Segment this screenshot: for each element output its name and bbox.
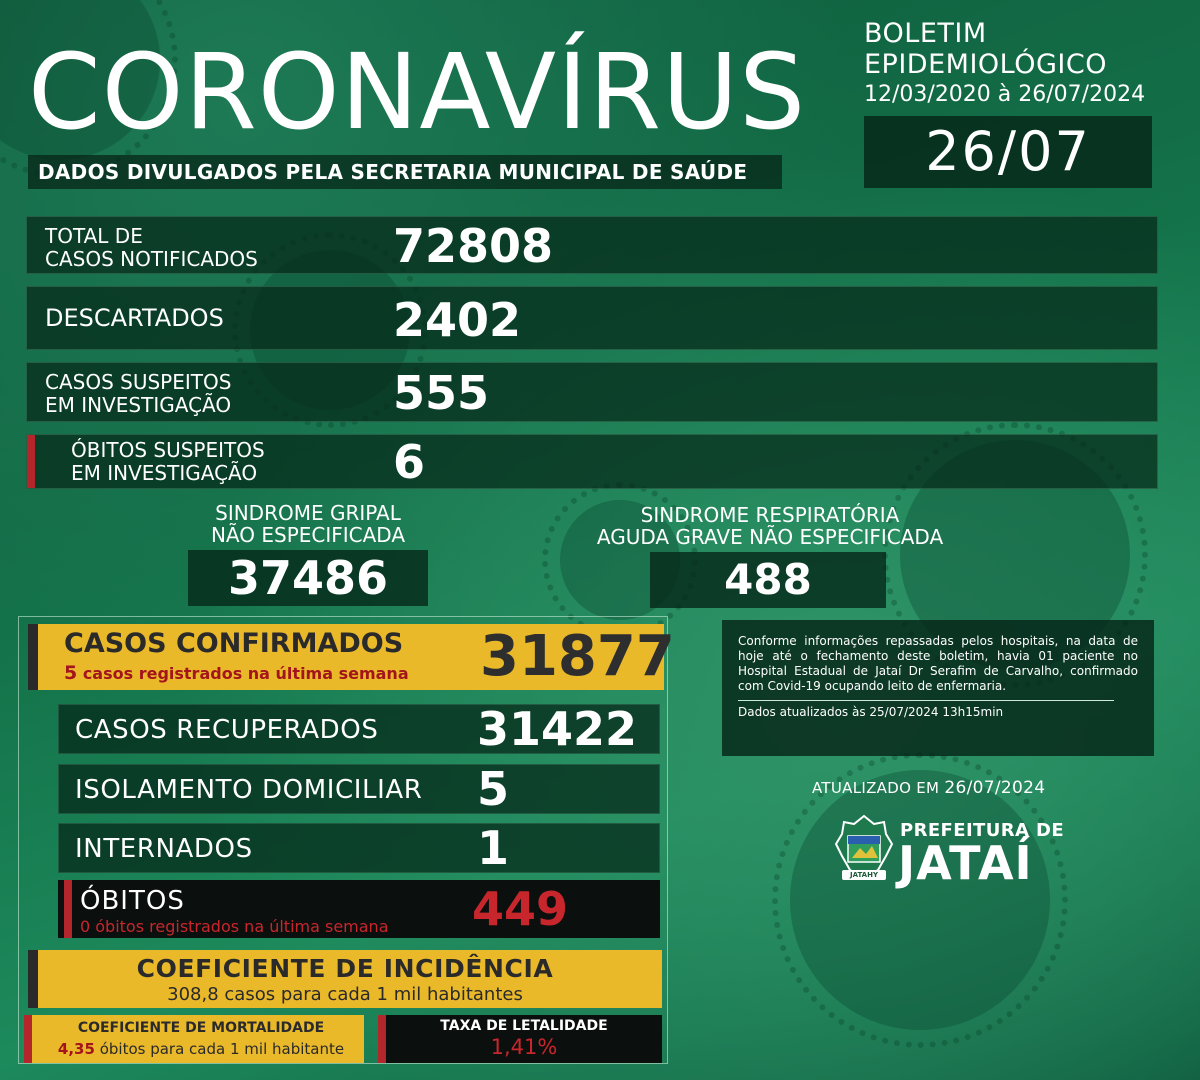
incidence-label: COEFICIENTE DE INCIDÊNCIA	[136, 954, 554, 983]
summary-value: 555	[393, 366, 490, 420]
deaths-label: ÓBITOS	[80, 886, 185, 916]
flu-syndrome-value: 37486	[188, 550, 428, 606]
data-updated-note: Dados atualizados às 25/07/2024 13h15min	[738, 705, 1004, 719]
hospital-info-text: Conforme informações repassadas pelos hospitais, na data de hoje até o fechamento deste boletim, havia 01 paciente no Hospital Estadual de Jataí Dr Serafim de Carvalho, confirmado com Covid-19 ocupando leito de enfermaria.	[738, 634, 1138, 693]
alert-marker	[64, 880, 72, 938]
page-title: CORONAVÍRUS	[28, 31, 807, 153]
alert-marker	[24, 1015, 32, 1063]
alert-marker	[378, 1015, 386, 1063]
confirmed-label: CASOS CONFIRMADOS	[64, 628, 404, 659]
mortality-label: COEFICIENTE DE MORTALIDADE	[77, 1020, 325, 1036]
stat-value: 5	[477, 762, 510, 816]
panel-marker	[28, 624, 38, 690]
summary-value: 72808	[393, 219, 554, 273]
brand-name: JATAÍ	[898, 836, 1033, 890]
divider	[738, 700, 1114, 701]
deaths-value: 449	[472, 882, 569, 936]
stat-value: 31422	[477, 702, 638, 756]
mortality-panel	[24, 1015, 364, 1063]
summary-value: 2402	[393, 293, 522, 347]
bulletin-period: 12/03/2020 à 26/07/2024	[864, 82, 1146, 107]
summary-row-suspected	[26, 362, 1158, 422]
bulletin-line2: EPIDEMIOLÓGICO	[864, 49, 1107, 80]
bulletin-heading	[864, 18, 1107, 80]
stat-label: INTERNADOS	[75, 834, 253, 864]
confirmed-week-note: 5 casos registrados na última semana	[64, 662, 409, 684]
summary-label: DESCARTADOS	[45, 304, 224, 332]
summary-row-notified	[26, 216, 1158, 274]
srag-value: 488	[650, 552, 886, 608]
bulletin-date: 26/07	[864, 116, 1152, 188]
lethality-value: 1,41%	[490, 1035, 558, 1059]
summary-label: ÓBITOS SUSPEITOS EM INVESTIGAÇÃO	[71, 438, 265, 485]
mortality-detail: 4,35 óbitos para cada 1 mil habitante	[57, 1040, 345, 1058]
brand-top: PREFEITURA DE	[900, 820, 1065, 841]
deaths-panel	[58, 880, 660, 938]
stat-value: 1	[477, 821, 510, 875]
summary-row-discarded	[26, 286, 1158, 350]
confirmed-value: 31877	[480, 624, 675, 689]
stat-row-home-isolation	[58, 764, 660, 814]
stat-label: CASOS RECUPERADOS	[75, 715, 379, 745]
flu-syndrome-label: SINDROME GRIPAL NÃO ESPECIFICADA	[210, 501, 406, 547]
seal-text: JATAHY	[849, 871, 879, 879]
page-subtitle: DADOS DIVULGADOS PELA SECRETARIA MUNICIPAL DE SAÚDE	[28, 155, 782, 189]
lethality-panel	[378, 1015, 662, 1063]
incidence-panel	[28, 950, 662, 1008]
stat-label: ISOLAMENTO DOMICILIAR	[75, 775, 423, 805]
incidence-detail: 308,8 casos para cada 1 mil habitantes	[167, 984, 523, 1005]
srag-label: SINDROME RESPIRATÓRIA AGUDA GRAVE NÃO ESPECIFICADA	[596, 503, 944, 549]
deaths-week-note: 0 óbitos registrados na última semana	[80, 917, 389, 936]
summary-row-suspected-deaths	[26, 434, 1158, 489]
updated-on: ATUALIZADO EM 26/07/2024	[812, 778, 1046, 798]
summary-value: 6	[393, 435, 426, 489]
stat-row-hospitalized	[58, 823, 660, 873]
lethality-label: TAXA DE LETALIDADE	[440, 1018, 608, 1034]
stat-row-recovered	[58, 704, 660, 754]
confirmed-panel	[28, 624, 675, 690]
alert-marker	[27, 435, 35, 488]
summary-label: CASOS SUSPEITOS EM INVESTIGAÇÃO	[45, 370, 232, 417]
city-seal-icon	[834, 814, 894, 884]
bulletin-line1: BOLETIM	[864, 18, 987, 49]
hospital-info-box	[722, 620, 1154, 756]
virus-decoration	[790, 770, 1050, 1030]
summary-label: TOTAL DE CASOS NOTIFICADOS	[45, 224, 258, 271]
